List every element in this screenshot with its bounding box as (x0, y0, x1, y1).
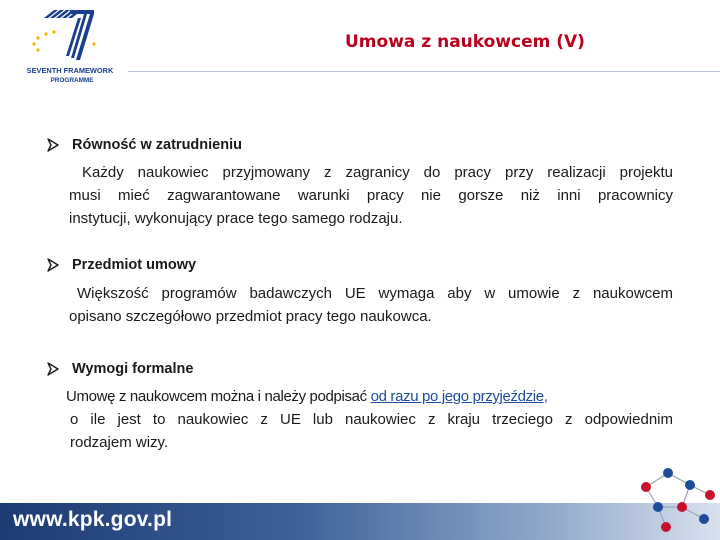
text-line: instytucji, wykonujący prace tego samego rodzaju. (69, 210, 403, 227)
text-line: o ile jest to naukowiec z UE lub naukowiec z kraju trzeciego z odpowiednim (70, 411, 673, 428)
logo-line2: PROGRAMME (50, 77, 94, 84)
section-heading-label: Przedmiot umowy (72, 257, 197, 273)
bullet-arrow-icon (46, 362, 60, 376)
section-heading-przedmiot (46, 257, 196, 273)
network-logo-icon (628, 455, 720, 540)
text-line: Większość programów badawczych UE wymaga aby w umowie z naukowcem (77, 285, 673, 302)
fp7-logo (24, 4, 116, 88)
page-title: Umowa z naukowcem (V) (345, 32, 585, 52)
section-heading-wymogi (46, 361, 193, 377)
text-line: rodzajem wizy. (70, 434, 169, 451)
text-line: opisano szczegółowo przedmiot pracy tego naukowca. (69, 308, 432, 325)
bullet-arrow-icon (46, 138, 60, 152)
footer-url: www.kpk.gov.pl (13, 508, 173, 531)
section-body-wymogi (66, 385, 673, 454)
text-line: Każdy naukowiec przyjmowany z zagranicy do pracy przy realizacji projektu (82, 164, 673, 181)
fp7-emblem-icon (44, 10, 94, 60)
link-od-razu[interactable]: od razu po jego przyjeździe, (370, 388, 548, 405)
section-body-rownosc (69, 161, 673, 230)
section-body-przedmiot (69, 282, 673, 328)
section-heading-rownosc (46, 137, 242, 153)
logo-line1: SEVENTH FRAMEWORK (26, 66, 114, 75)
title-divider (128, 71, 720, 72)
bullet-arrow-icon (46, 258, 60, 272)
text-segment: Umowę z naukowcem można i należy podpisać (66, 388, 371, 405)
text-line: musi mieć zagwarantowane warunki pracy nie gorsze niż inni pracownicy (69, 187, 673, 204)
section-heading-label: Wymogi formalne (72, 361, 194, 377)
section-heading-label: Równość w zatrudnieniu (72, 137, 242, 153)
footer-bar (0, 503, 720, 540)
text-line (66, 385, 673, 408)
